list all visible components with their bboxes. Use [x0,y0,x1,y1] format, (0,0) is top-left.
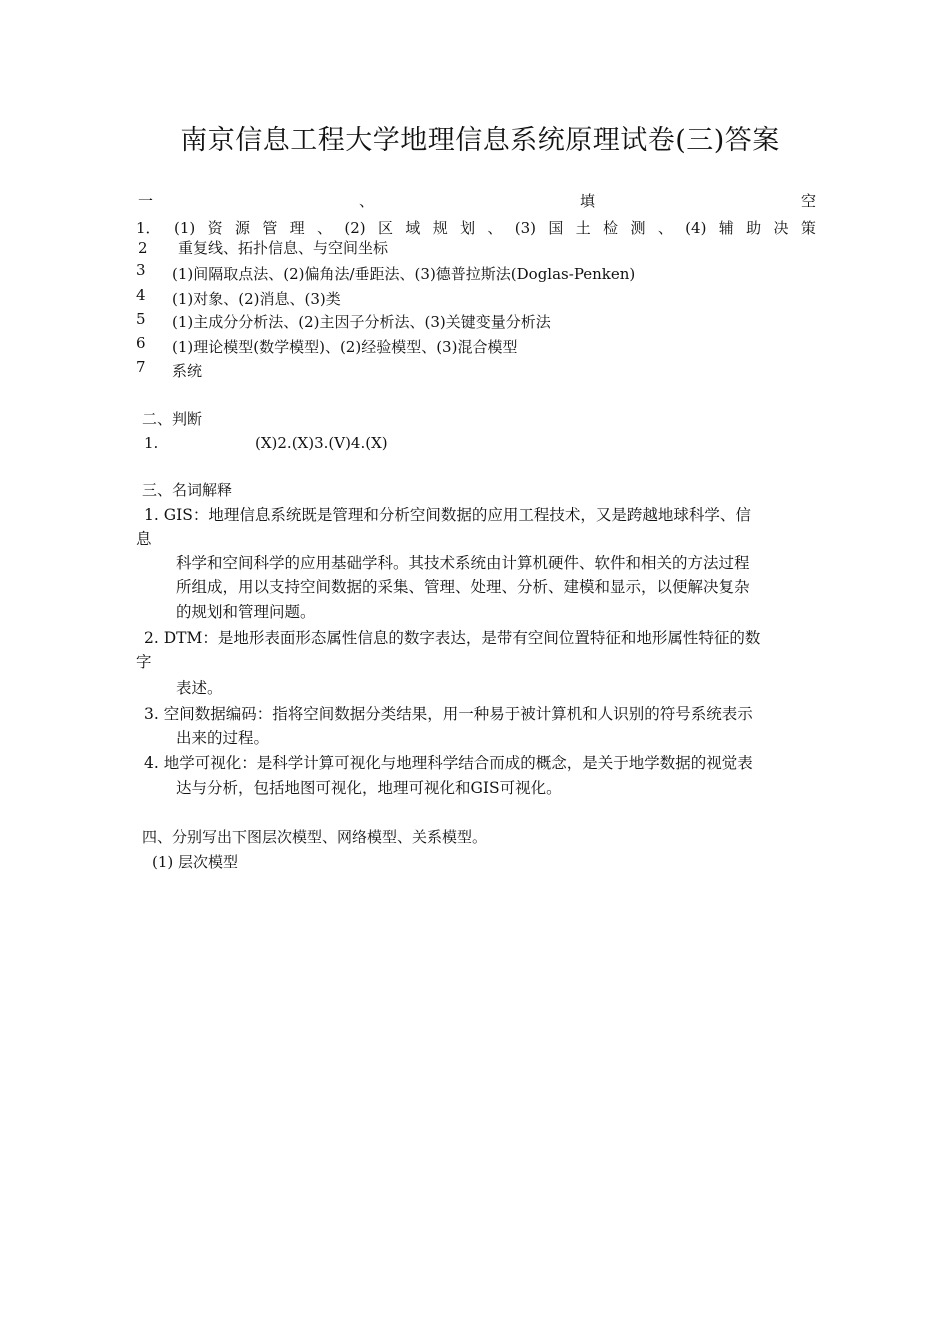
term-dtm-wrap: 字 [136,653,152,671]
item1-part: 决 [773,219,789,237]
item1-part: 、 [317,219,333,237]
section1-item-7: 系统 [172,362,203,380]
item-number: 3 [136,261,146,279]
item1-part: (4) [685,219,707,237]
section3-heading: 三、名词解释 [142,481,233,499]
item-number: 4 [136,286,146,304]
section1-item-2: 重复线、拓扑信息、与空间坐标 [178,239,389,257]
item-number: 7 [136,358,146,376]
section2-heading: 二、判断 [142,410,203,428]
heading-char: 填 [579,192,595,210]
item1-part: 国 [548,219,564,237]
term-gis-line1: 1. GIS：地理信息系统既是管理和分析空间数据的应用工程技术，又是跨越地球科学、信 [144,506,751,524]
section1-item-4: (1)对象、(2)消息、(3)类 [172,290,341,308]
document-title: 南京信息工程大学地理信息系统原理试卷(三)答案 [180,125,780,156]
item1-part: (3) [514,219,537,237]
term-gis-line2: 科学和空间科学的应用基础学科。其技术系统由计算机硬件、软件和相关的方法过程 [176,554,750,572]
heading-char: 空 [800,192,816,210]
item-number: 5 [136,310,146,328]
section4-sub-heading: (1) 层次模型 [152,853,239,871]
item-number: 2 [138,239,148,257]
term-viz-line1: 4. 地学可视化：是科学计算可视化与地理科学结合而成的概念，是关于地学数据的视觉表 [144,754,753,772]
section1-heading [138,190,816,212]
item-number: 1. [144,434,159,452]
section2-answers: (X)2.(X)3.(V)4.(X) [255,434,388,452]
item1-part: 管 [262,219,278,237]
item1-part: 源 [234,219,250,237]
item1-part: (1) [174,219,196,237]
item1-part: 、 [657,219,673,237]
term-dtm-line1: 2. DTM：是地形表面形态属性信息的数字表达，是带有空间位置特征和地形属性特征的数 [144,629,761,647]
item1-part: 辅 [718,219,734,237]
item1-part: 区 [377,219,393,237]
item1-part: 规 [432,219,448,237]
item1-part: 测 [630,219,646,237]
item1-part: 理 [289,219,305,237]
item1-part: 策 [800,219,816,237]
term-coding-line2: 出来的过程。 [176,729,270,747]
item-number: 1． [136,219,161,237]
term-gis-wrap: 息 [136,530,152,548]
section4-heading: 四、分别写出下图层次模型、网络模型、关系模型。 [142,828,488,846]
term-viz-line2: 达与分析，包括地图可视化，地理可视化和GIS可视化。 [176,779,562,797]
item1-part: 划 [460,219,476,237]
term-dtm-line2: 表述。 [176,679,223,697]
item-number: 6 [136,334,146,352]
item1-part: (2) [344,219,366,237]
item1-part: 助 [746,219,762,237]
term-gis-line3: 所组成，用以支持空间数据的采集、管理、处理、分析、建模和显示，以便解决复杂 [176,578,750,596]
section1-item-5: (1)主成分分析法、(2)主因子分析法、(3)关键变量分析法 [172,313,551,331]
heading-char: 一 [138,192,154,210]
item1-part: 域 [405,219,421,237]
term-gis-line4: 的规划和管理问题。 [176,603,316,621]
heading-char: 、 [358,192,374,210]
item1-part: 检 [603,219,619,237]
section1-item-1 [174,217,816,239]
term-coding-line1: 3. 空间数据编码：指将空间数据分类结果，用一种易于被计算机和人识别的符号系统表示 [144,705,753,723]
item1-part: 资 [207,219,223,237]
section1-item-3: (1)间隔取点法、(2)偏角法/垂距法、(3)德普拉斯法(Doglas-Penken) [172,265,636,283]
item1-part: 、 [487,219,503,237]
section1-item-6: (1)理论模型(数学模型)、(2)经验模型、(3)混合模型 [172,338,518,356]
item1-part: 土 [575,219,591,237]
